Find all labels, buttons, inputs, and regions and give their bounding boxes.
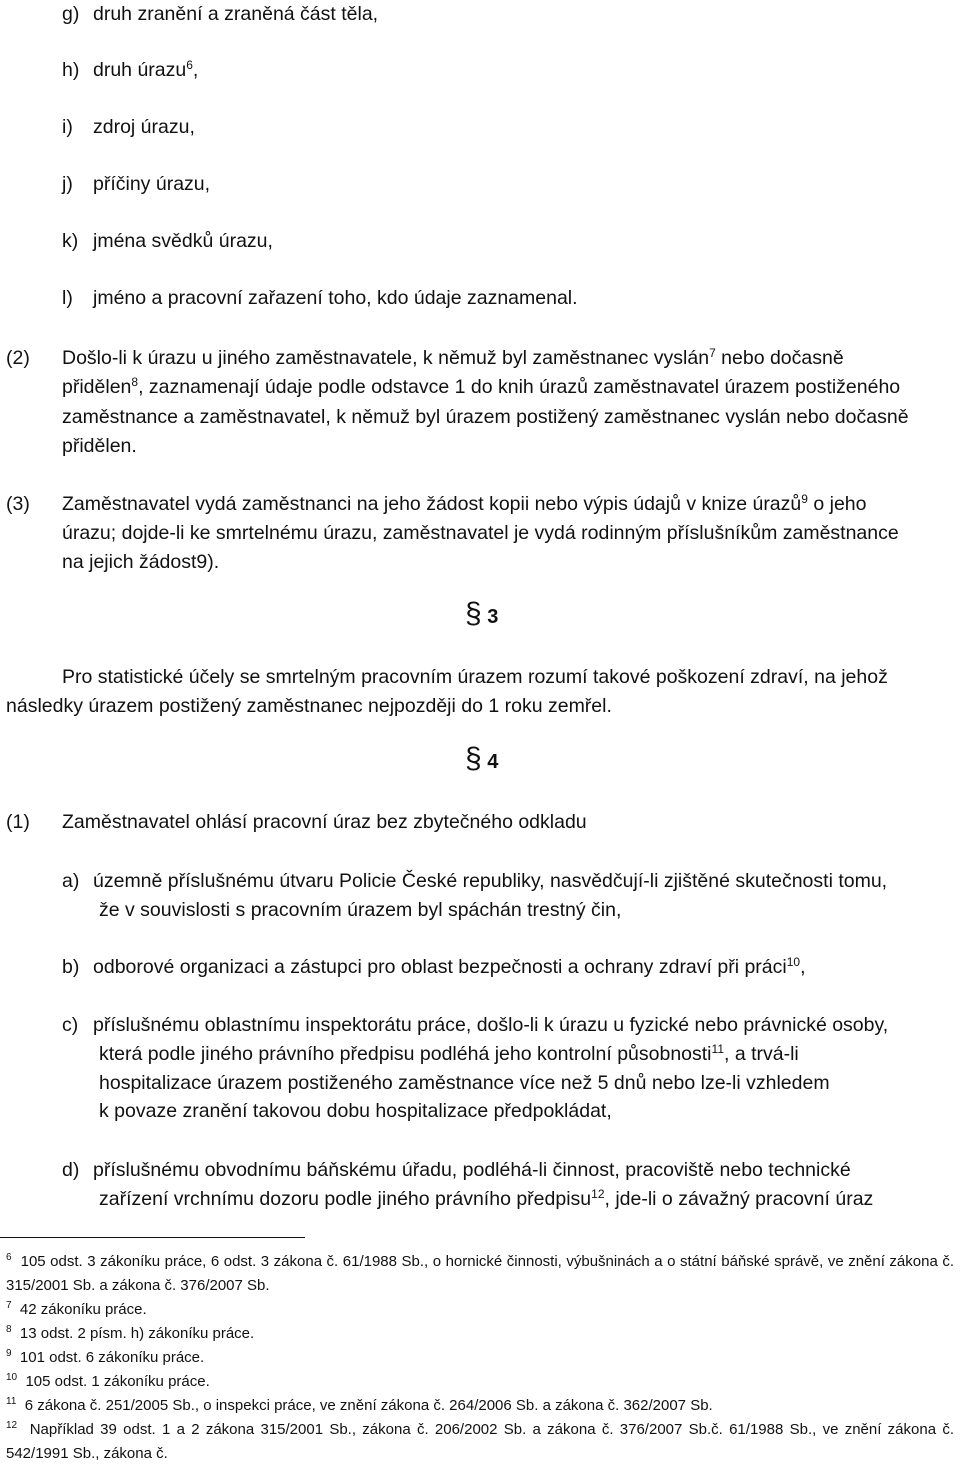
paragraph-2-line: Došlo-li k úrazu u jiného zaměstnavatele, k němuž byl zaměstnanec vyslán$^7$ nebo dočasně bbox=[62, 346, 844, 369]
list-item-text: jméno a pracovní zařazení toho, kdo údaje zaznamenal. bbox=[93, 287, 578, 309]
item-marker-d: d) bbox=[62, 1159, 80, 1181]
paragraph-2-line: zaměstnance a zaměstnavatel, k němuž byl úrazem postižený zaměstnanec vyslán nebo dočasně bbox=[62, 406, 909, 428]
list-item-text: druh zranění a zraněná část těla, bbox=[93, 3, 379, 25]
footnote-ref: 12 bbox=[591, 1187, 605, 1201]
item-a-line: územně příslušnému útvaru Policie České republiky, nasvědčují-li zjištěné skutečnosti tomu, bbox=[93, 870, 888, 892]
item-c-line: hospitalizace úrazem postiženého zaměstnance více než 5 dnů nebo lze-li vzhledem bbox=[99, 1072, 830, 1094]
item-marker-c: c) bbox=[62, 1014, 79, 1036]
paragraph-2-line: přidělen. bbox=[62, 435, 137, 457]
footnote-ref: 8 bbox=[131, 375, 139, 389]
footnote: $^{12}$ Například 39 odst. 1 a 2 zákona 315/2001 Sb., zákona č. 206/2002 Sb. a zákona č. 376/2007 Sb.č. 61/1988 Sb., ve znění zákona č. 542/1991 Sb., zákona č. bbox=[6, 1420, 954, 1462]
list-item-text: zdroj úrazu, bbox=[93, 116, 195, 138]
item-b-line: odborové organizaci a zástupci pro oblast bezpečnosti a ochrany zdraví při práci$^{10}$, bbox=[93, 955, 806, 978]
item-c-line: která podle jiného právního předpisu podléhá jeho kontrolní působnosti$^{11}$, a trvá-li bbox=[99, 1042, 799, 1065]
footnote-number: 9 bbox=[6, 1348, 12, 1359]
section-sign: § bbox=[465, 742, 482, 775]
footnote-separator bbox=[0, 1237, 305, 1238]
list-item-h: h) bbox=[62, 59, 80, 81]
list-marker: g) bbox=[62, 3, 80, 25]
list-item-g bbox=[62, 0, 79, 28]
paragraph-number: (1) bbox=[6, 811, 30, 833]
footnote-number: 8 bbox=[6, 1324, 12, 1335]
footnote-number: 7 bbox=[6, 1300, 12, 1311]
footnote-ref: 6 bbox=[186, 58, 193, 72]
paragraph-2-line: přidělen$^8$, zaznamenají údaje podle odstavce 1 do knih úrazů zaměstnavatel úrazem postiženého bbox=[62, 375, 901, 398]
footnote-ref: 11 bbox=[711, 1042, 724, 1056]
paragraph-3-line: na jejich žádost9). bbox=[62, 551, 220, 573]
paragraph-3-line: úrazu; dojde-li ke smrtelnému úrazu, zaměstnavatel je vydá rodinným příslušníkům zaměstnance bbox=[62, 522, 899, 544]
footnote-number: 12 bbox=[6, 1420, 18, 1431]
section-4-paragraph-1: Zaměstnavatel ohlásí pracovní úraz bez zbytečného odkladu bbox=[62, 811, 587, 833]
footnote-number: 11 bbox=[6, 1396, 17, 1407]
item-marker-a: a) bbox=[62, 870, 80, 892]
list-item-text: jména svědků úrazu, bbox=[93, 230, 273, 252]
footnote-ref: 7 bbox=[709, 346, 716, 360]
footnote: $^7$ 42 zákoníku práce. bbox=[6, 1300, 147, 1318]
item-d-line: příslušnému obvodnímu báňskému úřadu, podléhá-li činnost, pracoviště nebo technické bbox=[93, 1159, 851, 1181]
item-d-line: zařízení vrchnímu dozoru podle jiného právního předpisu$^{12}$, jde-li o závažný pracovní úraz bbox=[99, 1187, 874, 1210]
footnote: $^9$ 101 odst. 6 zákoníku práce. bbox=[6, 1348, 205, 1366]
section-sign: § bbox=[465, 597, 482, 630]
paragraph-number: (2) bbox=[6, 347, 30, 369]
footnote-ref: 10 bbox=[786, 955, 801, 969]
paragraph-number: (3) bbox=[6, 493, 30, 515]
item-c-line: k povaze zranění takovou dobu hospitalizace předpokládat, bbox=[99, 1100, 612, 1122]
list-item-text: druh úrazu$^6$, bbox=[93, 58, 199, 81]
footnote-number: 10 bbox=[6, 1372, 18, 1383]
footnote: $^6$ 105 odst. 3 zákoníku práce, 6 odst. 3 zákona č. 61/1988 Sb., o hornické činnosti, výbušninách a o státní báňské správě, ve znění zákona č. 315/2001 Sb. a zákona č. 376/2007 Sb. bbox=[6, 1252, 954, 1294]
footnote: $^8$ 13 odst. 2 písm. h) zákoníku práce. bbox=[6, 1324, 255, 1342]
list-item-i: i) bbox=[62, 116, 73, 138]
footnote: $^{11}$ 6 zákona č. 251/2005 Sb., o inspekci práce, ve znění zákona č. 264/2006 Sb. a zákona č. 362/2007 Sb. bbox=[6, 1396, 713, 1414]
section-3-text-line: Pro statistické účely se smrtelným pracovním úrazem rozumí takové poškození zdraví, na jehož bbox=[62, 666, 888, 688]
section-number: 4 bbox=[487, 751, 499, 773]
list-item-l: l) bbox=[62, 287, 73, 309]
paragraph-3-line: Zaměstnavatel vydá zaměstnanci na jeho žádost kopii nebo výpis údajů v knize úrazů$^9$ o jeho bbox=[62, 492, 867, 515]
footnote-ref: 9 bbox=[801, 492, 808, 506]
list-item-j: j) bbox=[62, 173, 73, 195]
footnote: $^{10}$ 105 odst. 1 zákoníku práce. bbox=[6, 1372, 210, 1390]
item-c-line: příslušnému oblastnímu inspektorátu práce, došlo-li k úrazu u fyzické nebo právnické osoby, bbox=[93, 1014, 889, 1036]
item-a-line: že v souvislosti s pracovním úrazem byl spáchán trestný čin, bbox=[99, 899, 622, 921]
section-heading-3 bbox=[465, 597, 499, 631]
footnote-number: 6 bbox=[6, 1252, 12, 1263]
list-item-text: příčiny úrazu, bbox=[93, 173, 211, 195]
section-heading-4 bbox=[465, 742, 499, 776]
section-3-text-line: následky úrazem postižený zaměstnanec nejpozději do 1 roku zemřel. bbox=[6, 695, 612, 717]
list-item-k: k) bbox=[62, 230, 79, 252]
item-marker-b: b) bbox=[62, 956, 80, 978]
section-number: 3 bbox=[487, 606, 499, 628]
